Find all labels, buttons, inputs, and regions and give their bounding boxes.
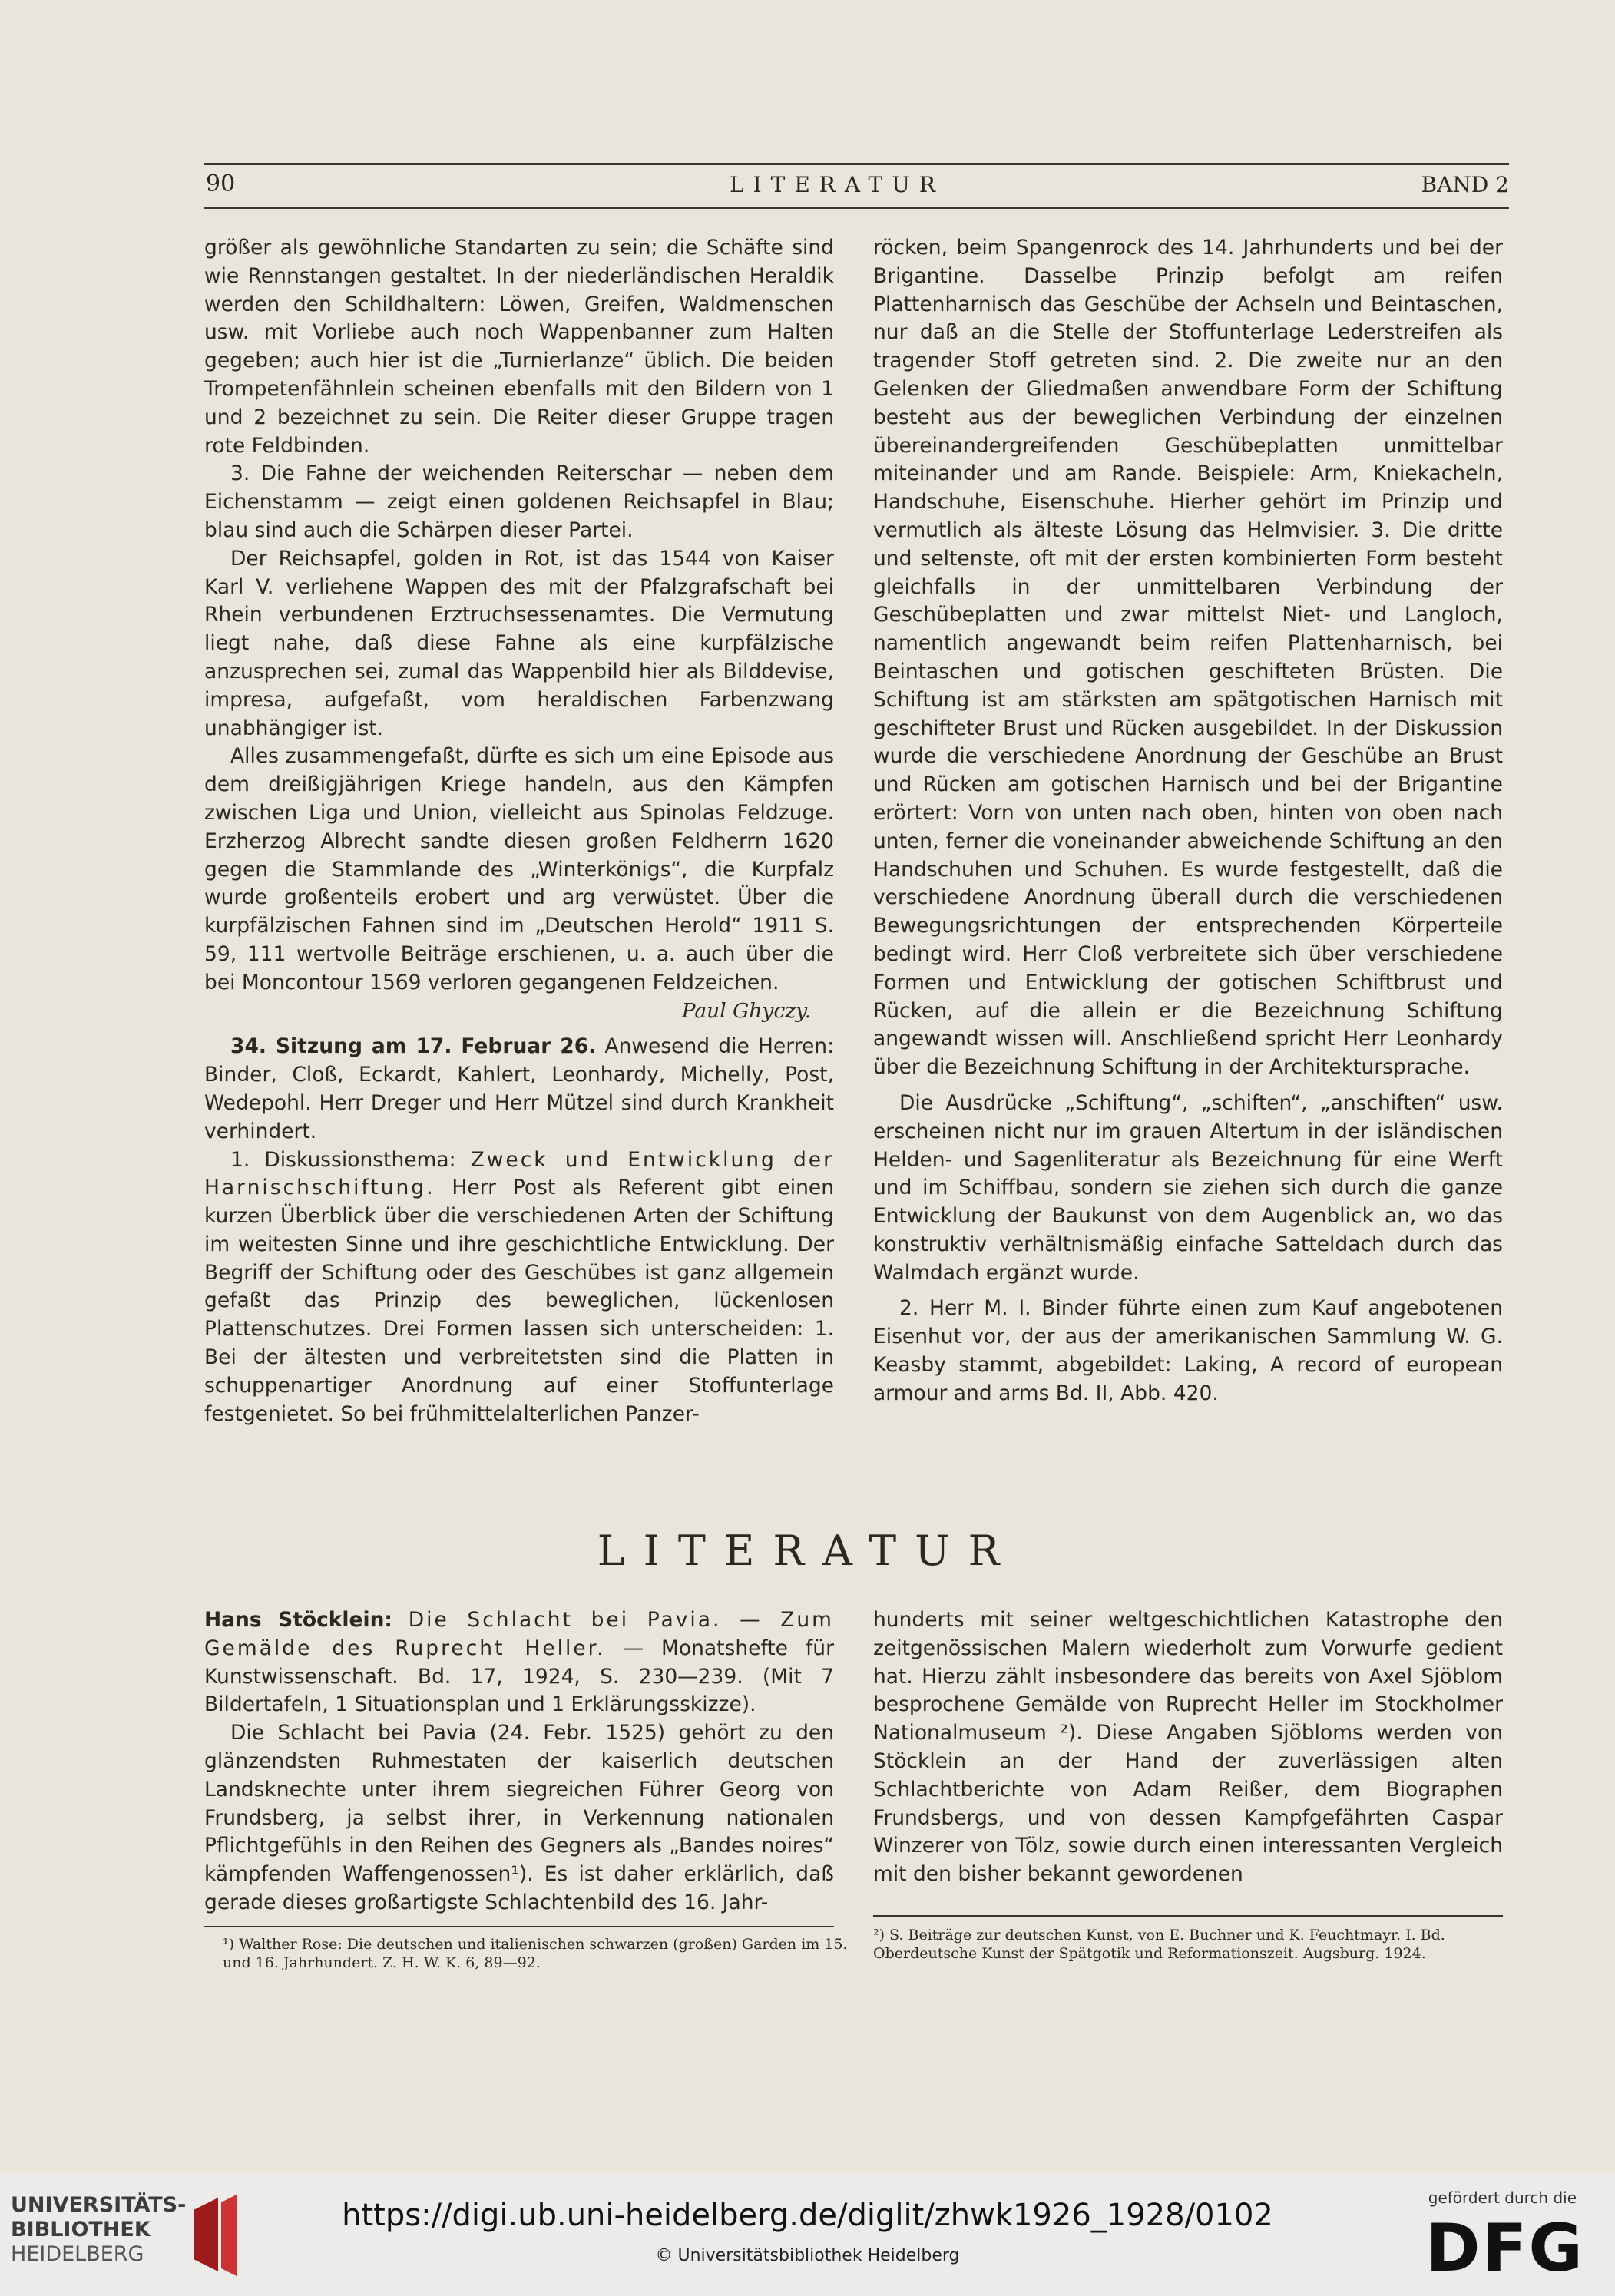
funding-note: gefördert durch die [1428, 2188, 1577, 2207]
dfg-logo[interactable]: DFG [1425, 2210, 1584, 2287]
footnote-rule-right [873, 1915, 1503, 1917]
sitzung-heading: 34. Sitzung am 17. Februar 26. [230, 1034, 597, 1059]
paragraph: 3. Die Fahne der weichenden Reiterschar — neben dem Eichenstamm — zeigt einen goldenen Reichsapfel in Blau; blau sind auch die Schärpen dieser Partei. [204, 462, 834, 542]
header-rule-top [204, 163, 1509, 165]
paragraph: hunderts mit seiner weltgeschichtlichen Katastrophe den zeitgenössischen Malern wiederholt zum Vorwurfe gedient hat. Hierzu zählt insbesondere das bereits von Axel Sjöblom besprochene Gemälde von Ruprecht Heller im Stockholmer Nationalmuseum ²). Diese Angaben Sjöbloms werden von Stöcklein an der Hand der zuverlässigen alten Schlachtberichte von Adam Reißer, dem Biographen Frundsbergs, und von dessen Kampfgefährten Caspar Winzerer von Tölz, sowie durch einen interessanten Vergleich mit den bisher bekannt gewordenen [873, 1608, 1503, 1887]
signature: Paul Ghyczy. [681, 998, 811, 1023]
document-url-link[interactable]: https://digi.ub.uni-heidelberg.de/diglit/zhwk1926_1928/0102 [342, 2198, 1273, 2233]
paragraph: Die Schlacht bei Pavia (24. Febr. 1525) gehört zu den glänzendsten Ruhmestaten der kaiserlich deutschen Landsknechte unter ihrem siegreichen Führer Georg von Frundsberg, ja selbst ihrer, in Verkennung nationalen Pflichtgefühls in den Reihen des Gegners als „Bandes noires“ kämpfenden Waffengenossen¹). Es ist daher erklärlich, daß gerade dieses großartigste Schlachtenbild des 16. Jahr- [204, 1721, 834, 1914]
footnote-left: ¹) Walther Rose: Die deutschen und italienischen schwarzen (großen) Garden im 15. und 16. Jahrhundert. Z. H. W. K. 6, 89—92. [223, 1936, 848, 1971]
left-column [204, 234, 834, 1428]
discussion-text: Herr Post als Referent gibt einen kurzen Überblick über die verschiedenen Arten der Schiftung im weitesten Sinne und ihre geschichtliche Entwicklung. Der Begriff der Schiftung oder des Geschübes ist ganz allgemein gefaßt das Prinzip des beweglichen, lückenlosen Plattenschutzes. Drei Formen lassen sich unterscheiden: 1. Bei der ältesten und verbreitetsten sind die Platten in schuppenartiger Anordnung auf einer Stoffunterlage festgenietet. So bei frühmittelalterlichen Panzer- [204, 1176, 834, 1426]
paragraph: 2. Herr M. I. Binder führte einen zum Kauf angebotenen Eisenhut vor, der aus der amerikanischen Sammlung W. G. Keasby stammt, abgebildet: Laking, A record of european armour and arms Bd. II, Abb. 420. [873, 1296, 1503, 1405]
paragraph: größer als gewöhnliche Standarten zu sein; die Schäfte sind wie Rennstangen gestaltet. In der niederländischen Heraldik werden den Schildhaltern: Löwen, Greifen, Waldmenschen usw. mit Vorliebe auch noch Wappenbanner zum Halten gegeben; auch hier ist die „Turnierlanze“ üblich. Die beiden Trompetenfähnlein scheinen ebenfalls mit den Bildern von 1 und 2 bezeichnet zu sein. Die Reiter dieser Gruppe tragen rote Feldbinden. [204, 236, 834, 458]
paragraph: röcken, beim Spangenrock des 14. Jahrhunderts und bei der Brigantine. Dasselbe Prinzip befolgt am reifen Plattenharnisch das Geschübe der Achseln und Beintaschen, nur daß an die Stelle der Stoffunterlage Lederstreifen als tragender Stoff getreten sind. 2. Die zweite nur an den Gelenken der Gliedmaßen anwendbare Form der Schiftung besteht aus der beweglichen Verbindung der einzelnen übereinandergreifenden Geschübeplatten unmittelbar miteinander und am Rande. Beispiele: Arm, Kniekacheln, Handschuhe, Eisenschuhe. Hierher gehört im Prinzip und vermutlich als älteste Lösung das Helmvisier. 3. Die dritte und seltenste, oft mit der ersten kombinierten Form besteht gleichfalls in der unmittelbaren Verbindung der Geschübeplatten und zwar mittelst Niet- und Langloch, namentlich angewandt beim reifen Plattenharnisch, bei Beintaschen und gotischen geschifteten Brüsten. Die Schiftung ist am stärksten am spätgotischen Harnisch mit geschifteter Brust und Rücken ausgebildet. In der Diskussion wurde die verschiedene Anordnung der Geschübe an Brust und Rücken am gotischen Harnisch und bei der Brigantine erörtert: Vorn von unten nach oben, hinten von oben nach unten, ferner die voneinander abweichende Schiftung an den Handschuhen und Schuhen. Es wurde festgestellt, daß die verschiedene Anordnung überall durch die verschiedenen Bewegungsrichtungen der entsprechenden Körperteile bedingt wird. Herr Cloß verbreitete sich über verschiedene Formen und Entwicklung der gotischen Schiftbrust und Rücken, auf die allein er die Bezeichnung Schiftung angewandt wissen will. Anschließend spricht Herr Leonhardy über die Bezeichnung Schiftung in der Architektursprache. [873, 236, 1503, 1080]
discussion-topic: Zweck und Entwicklung der Harnischschiftung. [204, 1147, 834, 1200]
literature-citation [204, 1606, 834, 1719]
literature-title: Die Schlacht bei Pavia. — Zum Gemälde des Ruprecht Heller. [204, 1608, 834, 1660]
copyright-notice: © Universitätsbibliothek Heidelberg [655, 2246, 960, 2265]
paragraph: Der Reichsapfel, golden in Rot, ist das 1544 von Kaiser Karl V. verliehene Wappen des mit der Pfalzgrafschaft bei Rhein verbundenen Erztruchsessenamtes. Die Vermutung liegt nahe, daß diese Fahne als eine kurpfälzische anzusprechen sei, zumal das Wappenbild hier als Bilddevise, impresa, aufgefaßt, vom heraldischen Farbenzwang unabhängiger ist. [204, 546, 834, 740]
page-number: 90 [206, 170, 236, 197]
sitzung-text: Anwesend die Herren: Binder, Cloß, Eckardt, Kahlert, Leonhardy, Michelly, Post, Wedepohl. Herr Dreger und Herr Mützel sind durch Krankheit verhindert. [204, 1034, 834, 1143]
paragraph: Die Ausdrücke „Schiftung“, „schiften“, „anschiften“ usw. erscheinen nicht nur im grauen Altertum in der isländischen Helden- und Sagenliteratur als Bezeichnung für eine Werft und im Schiffbau, sondern sie ziehen sich durch die ganze Entwicklung der Baukunst von dem Augenblick an, wo das konstruktiv verhältnismäßig einfache Satteldach durch das Walmdach ergänzt wurde. [873, 1090, 1503, 1285]
sitzung-paragraph [204, 1033, 834, 1146]
item-label: 1. Diskussionsthema: [230, 1147, 456, 1172]
right-column [873, 234, 1503, 1408]
running-title: LITERATUR [730, 172, 945, 197]
literature-right-column [873, 1606, 1503, 1889]
footnote-rule-left [204, 1926, 834, 1927]
paragraph: Alles zusammengefaßt, dürfte es sich um eine Episode aus dem dreißigjährigen Kriege handeln, aus den Kämpfen zwischen Liga und Union, vielleicht aus Spinolas Feldzuge. Erzherzog Albrecht sandte diesen großen Feldherrn 1620 gegen die Stammlande des „Winterkönigs“, die Kurpfalz wurde großenteils erobert und arg verwüstet. Über die kurpfälzischen Fahnen sind im „Deutschen Herold“ 1911 S. 59, 111 wertvolle Beiträge erschienen, u. a. auch über die bei Moncontour 1569 verloren gegangenen Feldzeichen. [204, 744, 834, 994]
literature-source: — Monatshefte für Kunstwissenschaft. Bd. 17, 1924, S. 230—239. (Mit 7 Bildertafeln, 1 Situationsplan und 1 Erklärungsskizze). [204, 1636, 834, 1717]
header-rule-bottom [204, 207, 1509, 209]
footer-bar [0, 2173, 1615, 2296]
volume-label: BAND 2 [1421, 172, 1509, 197]
literature-author: Hans Stöcklein: [204, 1608, 393, 1632]
footnote-right: ²) S. Beiträge zur deutschen Kunst, von E. Buchner und K. Feuchtmayr. I. Bd. Oberdeutsche Kunst der Spätgotik und Reformationszeit. Augsburg. 1924. [873, 1927, 1445, 1962]
literature-left-column [204, 1606, 834, 1917]
section-title: LITERATUR [597, 1527, 1018, 1575]
library-name: UNIVERSITÄTS- BIBLIOTHEK HEIDELBERG [11, 2193, 187, 2266]
discussion-paragraph [204, 1146, 834, 1429]
